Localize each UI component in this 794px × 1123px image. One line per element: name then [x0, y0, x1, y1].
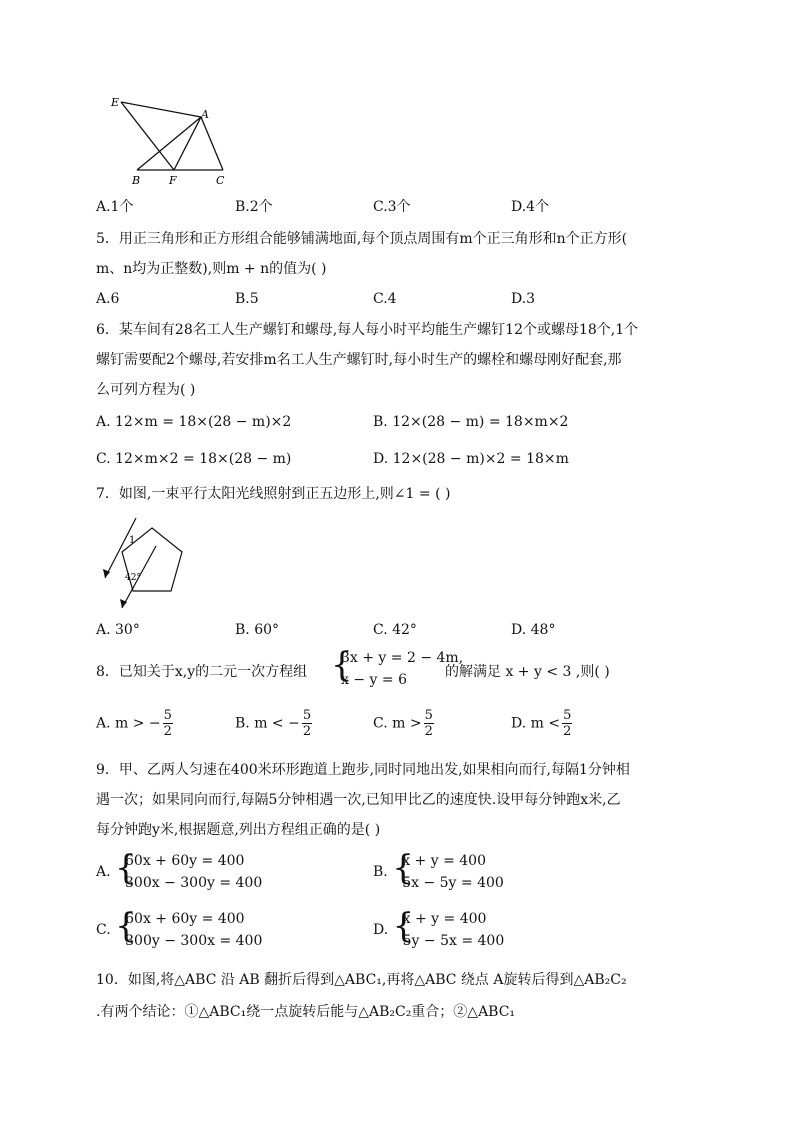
q8-option-a: A. m > − $\frac{5}{2}$ — [96, 708, 172, 739]
q8-equation-system: { 3x + y = 2 − 4m, x − y = 6 — [331, 647, 463, 691]
q5-option-c: C.4 — [373, 291, 397, 307]
q5-option-b: B.5 — [235, 291, 259, 307]
q5-stem-line2: m、n均为正整数),则m + n的值为( ) — [96, 261, 327, 277]
q7-stem: 7．如图,一束平行太阳光线照射到正五边形上,则∠1 = ( ) — [96, 486, 451, 502]
q5-option-a: A.6 — [96, 291, 120, 307]
q5-option-d: D.3 — [511, 291, 536, 307]
q9-option-d: D. { x + y = 400 5y − 5x = 400 — [373, 906, 505, 949]
q4-option-c: C.3个 — [373, 199, 411, 215]
q8-option-d: D. m < $\frac{5}{2}$ — [511, 708, 572, 739]
pentagon-figure — [98, 516, 194, 612]
q9-option-a: A. { 60x + 60y = 400 300x − 300y = 400 — [96, 848, 263, 891]
q6-stem-line2: 螺钉需要配2个螺母,若安排m名工人生产螺钉时,每小时生产的螺栓和螺母刚好配套,那 — [96, 352, 622, 368]
q8-option-b: B. m < − $\frac{5}{2}$ — [235, 708, 312, 739]
label-E: E — [111, 96, 120, 109]
q10-stem-line2: .有两个结论：①△ABC₁绕一点旋转后能与△AB₂C₂重合；②△ABC₁ — [96, 1004, 516, 1020]
q8-eq1: 3x + y = 2 − 4m, — [341, 650, 464, 666]
q8-stem-b: 的解满足 x + y < 3 ,则( ) — [445, 664, 610, 680]
q8-system — [331, 647, 463, 691]
q7-option-a: A. 30° — [96, 622, 140, 638]
triangle-figure — [108, 92, 236, 188]
angle-1-label: 1 — [129, 535, 136, 546]
q5-stem-line1: 5．用正三角形和正方形组合能够铺满地面,每个顶点周围有m个正三角形和n个正方形( — [96, 231, 628, 247]
q9-stem-line2: 遇一次；如果同向而行,每隔5分钟相遇一次,已知甲比乙的速度快.设甲每分钟跑x米,乙 — [96, 792, 621, 808]
q7-option-c: C. 42° — [373, 622, 417, 638]
q9-option-c: C. { 60x + 60y = 400 300y − 300x = 400 — [96, 906, 263, 949]
label-A: A — [201, 108, 209, 121]
q6-stem-line3: 么可列方程为( ) — [96, 382, 196, 398]
angle-42-label: 42° — [125, 573, 141, 583]
q9-stem-line1: 9．甲、乙两人匀速在400米环形跑道上跑步,同时同地出发,如果相向而行,每隔1分钟相 — [96, 762, 630, 778]
q9-option-b: B. { x + y = 400 5x − 5y = 400 — [373, 848, 504, 891]
q8-option-c: C. m > $\frac{5}{2}$ — [373, 708, 433, 739]
q7-option-d: D. 48° — [511, 622, 556, 638]
label-B: B — [132, 174, 141, 187]
q9-stem-line3: 每分钟跑y米,根据题意,列出方程组正确的是( ) — [96, 822, 381, 838]
q4-option-b: B.2个 — [235, 199, 273, 215]
q6-option-a: A. 12×m = 18×(28 − m)×2 — [96, 414, 292, 430]
q4-option-a: A.1个 — [96, 199, 134, 215]
q6-option-c: C. 12×m×2 = 18×(28 − m) — [96, 451, 292, 467]
q6-option-b: B. 12×(28 − m) = 18×m×2 — [373, 414, 569, 430]
q8-eq2: x − y = 6 — [341, 672, 407, 688]
label-C: C — [216, 174, 225, 187]
q6-stem-line1: 6．某车间有28名工人生产螺钉和螺母,每人每小时平均能生产螺钉12个或螺母18个,1个 — [96, 322, 639, 338]
q8-stem-a: 8．已知关于x,y的二元一次方程组 — [96, 664, 308, 680]
q7-option-b: B. 60° — [235, 622, 280, 638]
q10-stem-line1: 10．如图,将△ABC 沿 AB 翻折后得到△ABC₁,再将△ABC 绕点 A旋转后得到△AB₂C₂ — [96, 972, 627, 988]
label-F: F — [169, 174, 177, 187]
q6-option-d: D. 12×(28 − m)×2 = 18×m — [373, 451, 569, 467]
q4-option-d: D.4个 — [511, 199, 550, 215]
